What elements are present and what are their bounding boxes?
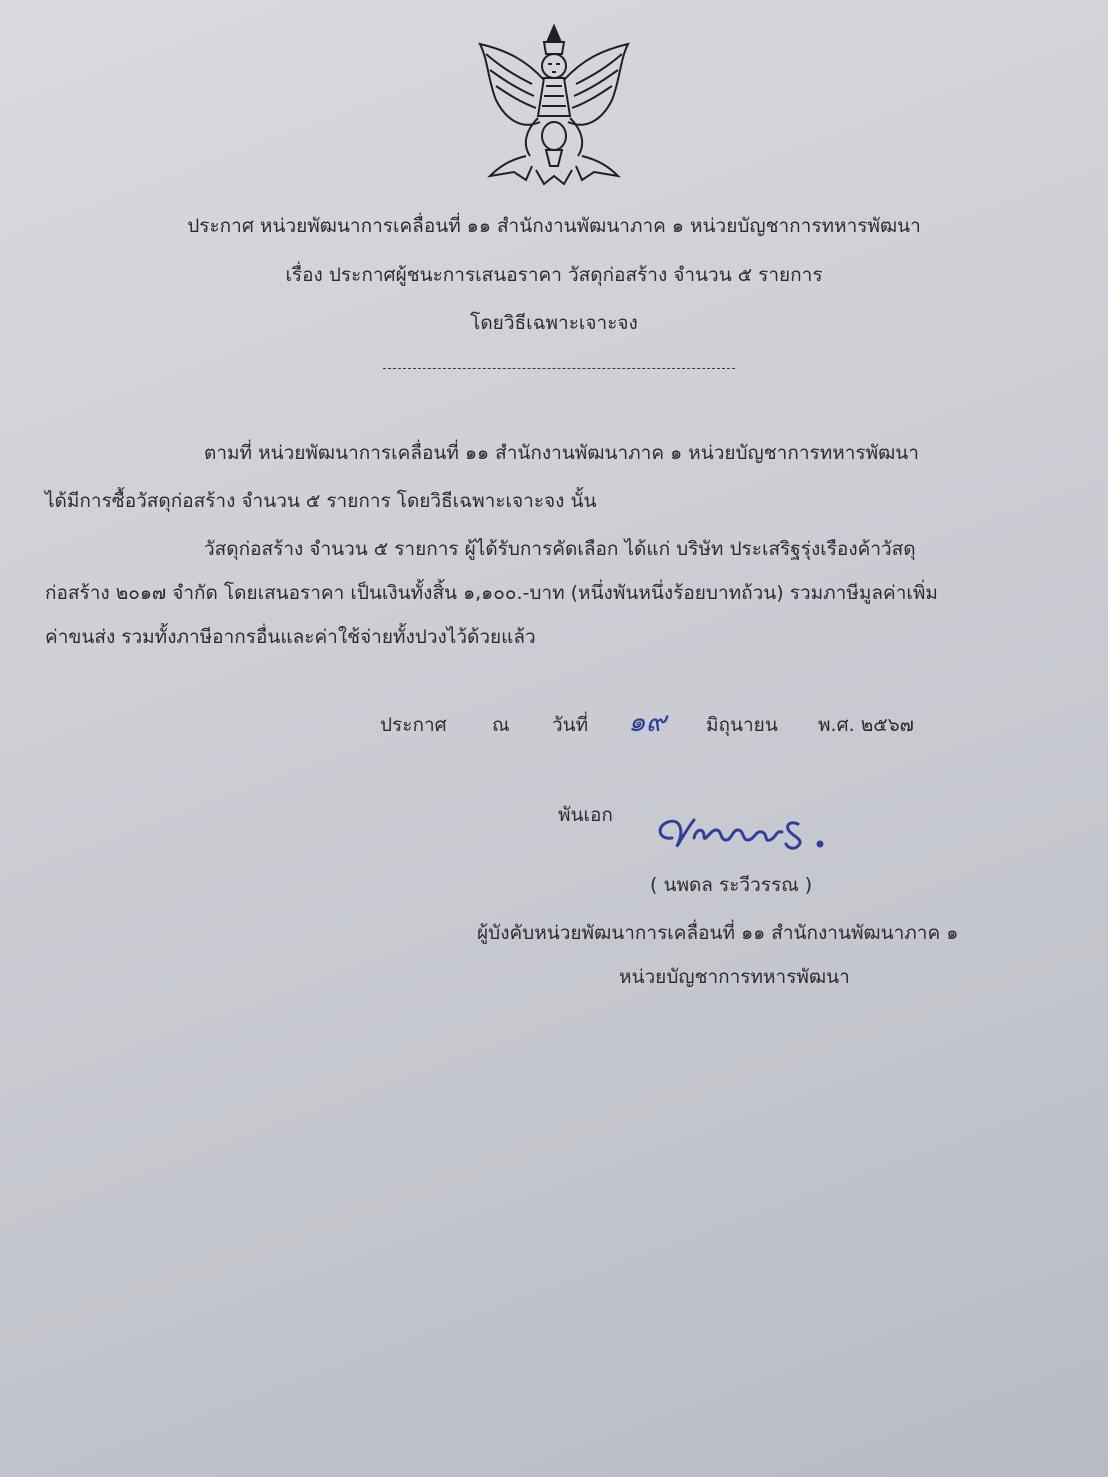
signatory-position-line-1: ผู้บังคับหน่วยพัฒนาการเคลื่อนที่ ๑๑ สำนักงานพัฒนาภาค ๑ (477, 922, 959, 944)
separator-line (383, 368, 735, 369)
body-paragraph-2-line-1: วัสดุก่อสร้าง จำนวน ๕ รายการ ผู้ได้รับการคัดเลือก ได้แก่ บริษัท ประเสริฐรุ่งเรืองค้าวัสดุ (204, 538, 916, 560)
date-month: มิถุนายน (706, 714, 778, 736)
body-paragraph-1-line-2: ได้มีการซื้อวัสดุก่อสร้าง จำนวน ๕ รายการ โดยวิธีเฉพาะเจาะจง นั้น (45, 490, 597, 512)
announcement-subject: เรื่อง ประกาศผู้ชนะการเสนอราคา วัสดุก่อสร้าง จำนวน ๕ รายการ (285, 264, 823, 286)
signatory-rank: พันเอก (558, 804, 613, 826)
date-at-label: ณ (492, 714, 510, 736)
body-paragraph-2-line-2: ก่อสร้าง ๒๐๑๗ จำกัด โดยเสนอราคา เป็นเงินทั้งสิ้น ๑,๑๐๐.-บาท (หนึ่งพันหนึ่งร้อยบาทถ้วน) รวมภาษีมูลค่าเพิ่ม (45, 582, 938, 604)
body-paragraph-1-line-1: ตามที่ หน่วยพัฒนาการเคลื่อนที่ ๑๑ สำนักงานพัฒนาภาค ๑ หน่วยบัญชาการทหารพัฒนา (204, 442, 919, 464)
body-paragraph-2-line-3: ค่าขนส่ง รวมทั้งภาษีอากรอื่นและค่าใช้จ่ายทั้งปวงไว้ด้วยแล้ว (45, 626, 536, 648)
date-day-label: วันที่ (552, 714, 589, 736)
garuda-emblem-icon (466, 20, 642, 190)
handwritten-day-number: ๑๙ (628, 705, 667, 738)
procurement-method: โดยวิธีเฉพาะเจาะจง (470, 312, 638, 334)
signatory-position-line-2: หน่วยบัญชาการทหารพัฒนา (619, 966, 850, 988)
handwritten-signature (648, 800, 848, 860)
date-announce-label: ประกาศ (380, 714, 447, 736)
announcement-title: ประกาศ หน่วยพัฒนาการเคลื่อนที่ ๑๑ สำนักงานพัฒนาภาค ๑ หน่วยบัญชาการทหารพัฒนา (187, 215, 921, 237)
date-year: พ.ศ. ๒๕๖๗ (818, 714, 914, 736)
signatory-name: ( นพดล ระวีวรรณ ) (650, 874, 813, 896)
